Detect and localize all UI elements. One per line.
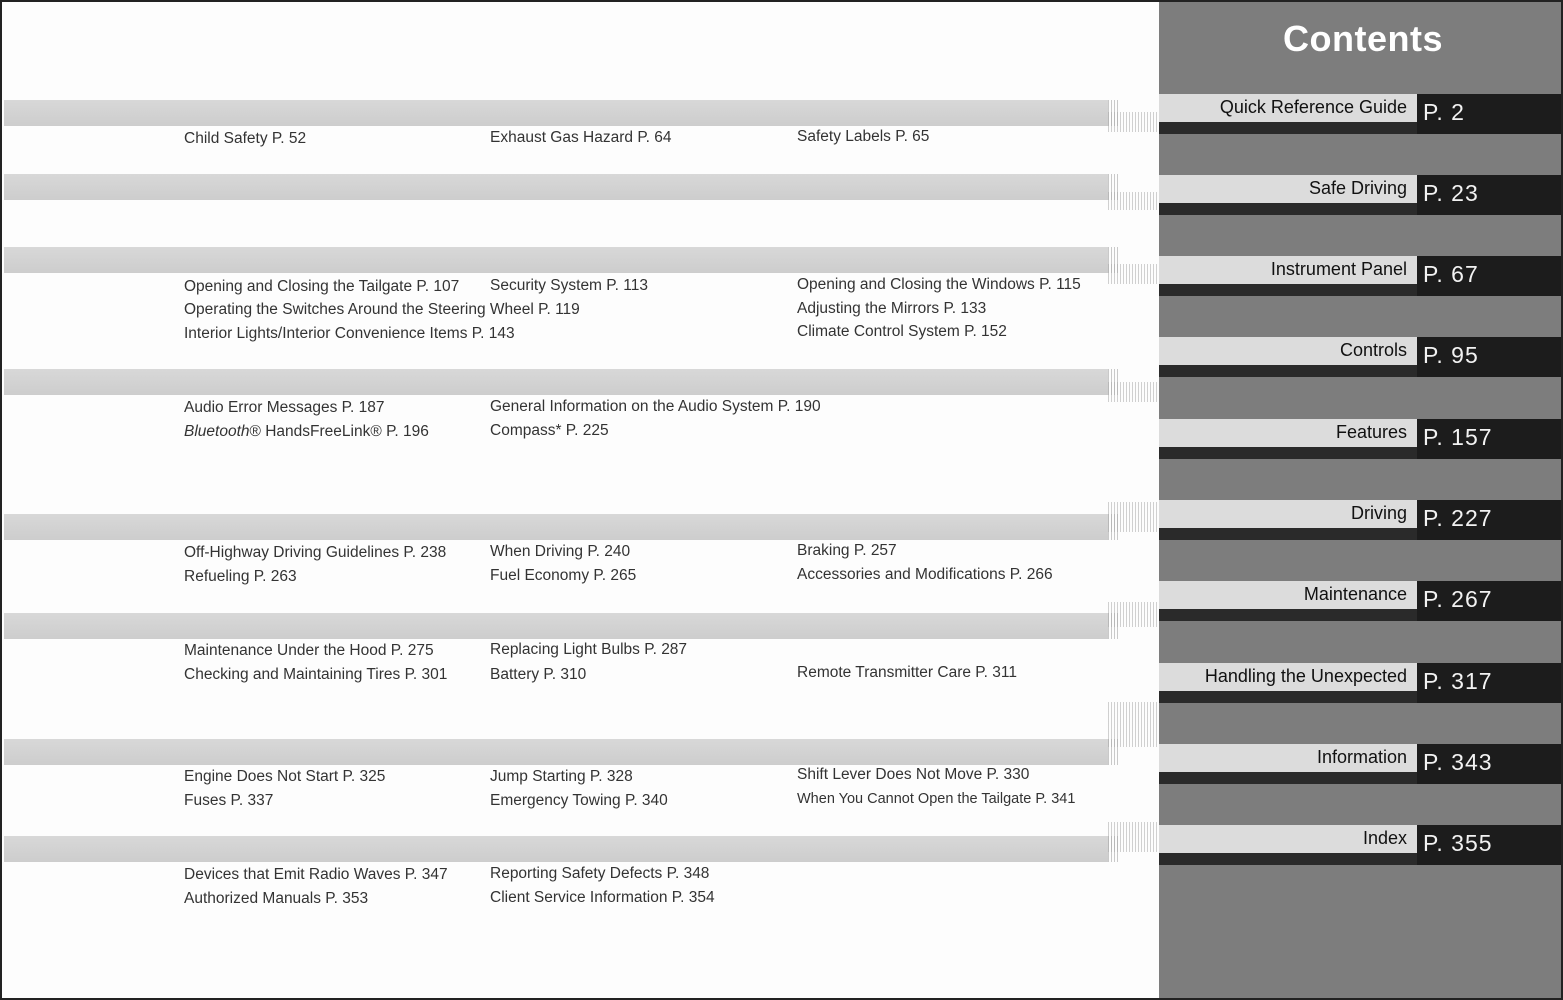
section-underline bbox=[1159, 528, 1417, 540]
band-connector bbox=[1108, 822, 1162, 852]
topic-when-driving[interactable]: When Driving P. 240 bbox=[490, 543, 631, 560]
topic-tires[interactable]: Checking and Maintaining Tires P. 301 bbox=[184, 666, 448, 683]
topic-under-hood[interactable]: Maintenance Under the Hood P. 275 bbox=[184, 642, 434, 659]
section-underline bbox=[1159, 203, 1417, 215]
topic-radio-waves[interactable]: Devices that Emit Radio Waves P. 347 bbox=[184, 866, 448, 883]
section-label: Controls bbox=[1339, 340, 1407, 360]
section-underline bbox=[1159, 691, 1417, 703]
topic-audio-info[interactable]: General Information on the Audio System P. 190 bbox=[490, 398, 821, 415]
section-band-unexpected bbox=[4, 836, 1108, 862]
section-underline bbox=[1159, 772, 1417, 784]
section-band-controls bbox=[4, 369, 1108, 395]
section-page-number: P. 23 bbox=[1417, 175, 1561, 215]
topic-climate-control[interactable]: Climate Control System P. 152 bbox=[797, 323, 1007, 340]
section-underline bbox=[1159, 853, 1417, 865]
section-label: Features bbox=[1335, 422, 1407, 442]
section-label: Safe Driving bbox=[1308, 178, 1407, 198]
section-page-number: P. 2 bbox=[1417, 94, 1561, 134]
band-connector bbox=[1108, 502, 1162, 532]
topic-safety-labels[interactable]: Safety Labels P. 65 bbox=[797, 128, 930, 145]
section-underline bbox=[1159, 609, 1417, 621]
section-underline bbox=[1159, 365, 1417, 377]
section-underline bbox=[1159, 447, 1417, 459]
contents-title: Contents bbox=[1283, 18, 1443, 59]
section-safe-driving[interactable] bbox=[1159, 175, 1561, 215]
topic-braking[interactable]: Braking P. 257 bbox=[797, 542, 897, 559]
topic-off-highway[interactable]: Off-Highway Driving Guidelines P. 238 bbox=[184, 544, 447, 561]
topic-accessories[interactable]: Accessories and Modifications P. 266 bbox=[797, 566, 1053, 583]
topic-safety-defects[interactable]: Reporting Safety Defects P. 348 bbox=[490, 865, 710, 882]
band-connector bbox=[1108, 602, 1162, 627]
topic-client-service[interactable]: Client Service Information P. 354 bbox=[490, 889, 715, 906]
band-connector bbox=[1108, 192, 1162, 210]
section-label: Index bbox=[1362, 828, 1407, 848]
section-controls[interactable] bbox=[1159, 337, 1561, 377]
topic-remote-transmitter[interactable]: Remote Transmitter Care P. 311 bbox=[797, 664, 1017, 681]
topic-authorized-manuals[interactable]: Authorized Manuals P. 353 bbox=[184, 890, 369, 907]
topic-fuel-economy[interactable]: Fuel Economy P. 265 bbox=[490, 567, 637, 584]
topic-child-safety[interactable]: Child Safety P. 52 bbox=[184, 130, 307, 147]
topic-bluetooth[interactable] bbox=[184, 423, 429, 441]
bluetooth-italic-text: Bluetooth bbox=[184, 423, 250, 440]
band-connector bbox=[1108, 382, 1162, 402]
section-band-features bbox=[4, 514, 1108, 540]
section-index[interactable] bbox=[1159, 825, 1561, 865]
section-label: Instrument Panel bbox=[1270, 259, 1407, 279]
section-driving[interactable] bbox=[1159, 500, 1561, 540]
section-quick-reference-guide[interactable] bbox=[1159, 94, 1561, 134]
section-underline bbox=[1159, 284, 1417, 296]
section-band-driving bbox=[4, 613, 1108, 639]
band-connector bbox=[1108, 264, 1162, 284]
topic-fuses[interactable]: Fuses P. 337 bbox=[184, 792, 274, 809]
topic-tailgate[interactable]: Opening and Closing the Tailgate P. 107 bbox=[184, 278, 460, 295]
section-band-quick-reference bbox=[4, 100, 1108, 126]
topic-shift-lever[interactable]: Shift Lever Does Not Move P. 330 bbox=[797, 766, 1030, 783]
topic-engine-start[interactable]: Engine Does Not Start P. 325 bbox=[184, 768, 386, 785]
section-band-instrument-panel bbox=[4, 247, 1108, 273]
topic-refueling[interactable]: Refueling P. 263 bbox=[184, 568, 297, 585]
section-page-number: P. 355 bbox=[1417, 825, 1561, 865]
band-connector bbox=[1108, 112, 1162, 132]
topic-emergency-towing[interactable]: Emergency Towing P. 340 bbox=[490, 792, 668, 809]
section-handling-the-unexpected[interactable] bbox=[1159, 663, 1561, 703]
section-page-number: P. 317 bbox=[1417, 663, 1561, 703]
section-page-number: P. 343 bbox=[1417, 744, 1561, 784]
section-label: Information bbox=[1316, 747, 1407, 767]
topic-windows[interactable]: Opening and Closing the Windows P. 115 bbox=[797, 276, 1081, 293]
section-page-number: P. 157 bbox=[1417, 419, 1561, 459]
topic-audio-error[interactable]: Audio Error Messages P. 187 bbox=[184, 399, 385, 416]
topic-exhaust-gas[interactable]: Exhaust Gas Hazard P. 64 bbox=[490, 129, 672, 146]
section-page-number: P. 67 bbox=[1417, 256, 1561, 296]
section-instrument-panel[interactable] bbox=[1159, 256, 1561, 296]
topic-compass[interactable]: Compass* P. 225 bbox=[490, 422, 609, 439]
topic-security-system[interactable]: Security System P. 113 bbox=[490, 277, 648, 294]
section-label: Maintenance bbox=[1303, 584, 1407, 604]
topic-light-bulbs[interactable]: Replacing Light Bulbs P. 287 bbox=[490, 641, 688, 658]
topic-jump-starting[interactable]: Jump Starting P. 328 bbox=[490, 768, 633, 785]
topic-interior-lights[interactable]: Interior Lights/Interior Convenience Items P. 143 bbox=[184, 325, 515, 342]
topic-mirrors[interactable]: Adjusting the Mirrors P. 133 bbox=[797, 300, 987, 317]
section-page-number: P. 267 bbox=[1417, 581, 1561, 621]
section-label: Handling the Unexpected bbox=[1204, 666, 1407, 686]
section-band-maintenance bbox=[4, 739, 1108, 765]
section-maintenance[interactable] bbox=[1159, 581, 1561, 621]
topic-steering-switches[interactable]: Operating the Switches Around the Steering Wheel P. 119 bbox=[184, 301, 580, 318]
band-connector bbox=[1108, 702, 1162, 747]
bluetooth-rest-text: ® HandsFreeLink® P. 196 bbox=[249, 423, 429, 440]
section-band-safe-driving bbox=[4, 174, 1108, 200]
section-label: Driving bbox=[1350, 503, 1407, 523]
section-label: Quick Reference Guide bbox=[1219, 97, 1407, 117]
section-page-number: P. 95 bbox=[1417, 337, 1561, 377]
topic-battery[interactable]: Battery P. 310 bbox=[490, 666, 587, 683]
section-features[interactable] bbox=[1159, 419, 1561, 459]
section-page-number: P. 227 bbox=[1417, 500, 1561, 540]
section-information[interactable] bbox=[1159, 744, 1561, 784]
topic-tailgate-open[interactable]: When You Cannot Open the Tailgate P. 341 bbox=[797, 791, 1076, 807]
section-underline bbox=[1159, 122, 1417, 134]
